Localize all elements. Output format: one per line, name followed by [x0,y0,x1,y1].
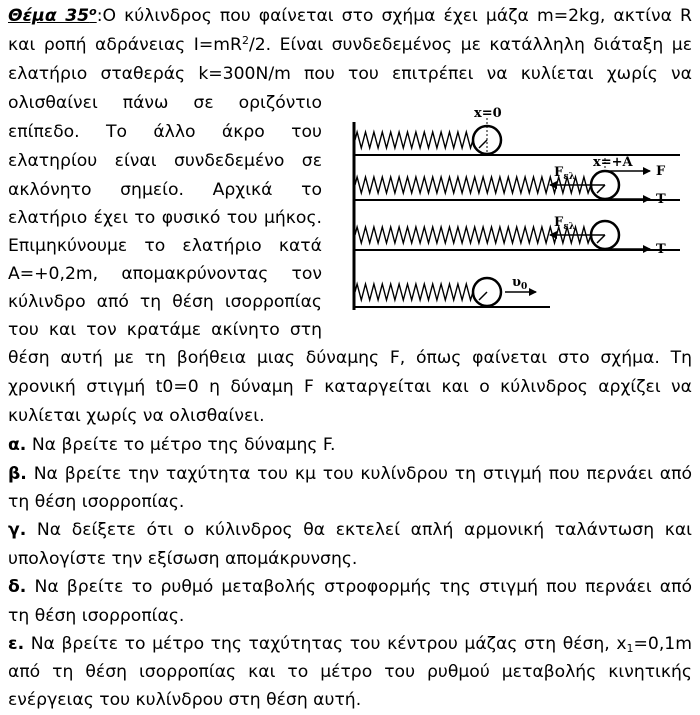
label-v0: $\upsilon_0$ [512,275,528,292]
label-Fel: $F_{\varepsilon\lambda}$ [554,165,576,182]
row-equilibrium [354,275,550,307]
question-b-cont: τη θέση ισορροπίας. [8,492,185,512]
label-xA: x=+A [593,155,633,170]
problem-line-1: Θέμα $35^o:O$ κύλινδρος που φαίνεται στο σχήμα έχει μάζα m=2kg, ακτίνα R [8,5,692,26]
row-released [354,215,680,257]
question-c-cont: υπολογίστε την εξίσωση απομάκρυνσης. [8,549,358,569]
question-d: δ. Να βρείτε το ρυθμό μεταβολής στροφορμής της στιγμή που περνάει από [8,577,692,597]
label-T: T [656,242,666,257]
problem-line-2: και ροπή αδράνειας $I=mR^2/2$. Είναι συνδεδεμένος με κατάλληλη διάταξη με [8,34,692,55]
wrapped-line: Α=+0,2m, απομακρύνοντας τον [8,264,322,284]
row-natural-length [354,106,680,185]
wrapped-line: ελατήριο έχει το φυσικό του μήκος. [8,208,322,228]
full-line: κυλίεται χωρίς να ολισθαίνει. [8,406,265,426]
spring-cylinder-figure [350,100,685,322]
wrapped-line: του και τον κρατάμε ακίνητο στη [8,320,322,340]
wrapped-line: Επιμηκύνουμε το ελατήριο κατά [8,236,322,256]
wrapped-line: ελατηρίου είναι συνδεδεμένο σε [8,151,322,171]
wrapped-line: επίπεδο. Το άλλο άκρο του [8,122,322,142]
question-c: γ. Να δείξετε ότι ο κύλινδρος θα εκτελεί απλή αρμονική ταλάντωση και [8,520,693,540]
question-e-cont: ενέργειας του κυλίνδρου στη θέση αυτή. [8,690,362,710]
question-b: β. Να βρείτε την ταχύτητα του κμ του κυλίνδρου τη στιγμή που περνάει από [8,464,692,484]
wrapped-line: κύλινδρο από τη θέση ισορροπίας [8,292,322,312]
question-d-cont: τη θέση ισορροπίας. [8,606,185,626]
problem-line-3: ελατήριο σταθεράς k=300N/m που του επιτρέπει να κυλίεται χωρίς να [8,64,692,84]
full-line: θέση αυτή με τη βοήθεια μιας δύναμης F, όπως φαίνεται στο σχήμα. Τη [8,348,692,368]
label-T: T [656,192,666,207]
wrapped-line: ολισθαίνει πάνω σε οριζόντιο [8,93,322,113]
wrapped-line: ακλόνητο σημείο. Αρχικά το [8,180,322,200]
question-e: ε. Να βρείτε το μέτρο της ταχύτητας του κέντρου μάζας στη θέση, $x_1=0,1m$ [8,634,692,655]
question-e-cont: από τη θέση ισορροπίας και το μέτρο του ρυθμού μεταβολής κινητικής [8,662,692,682]
label-Fel: $F_{\varepsilon\lambda}$ [554,215,576,232]
full-line: χρονική στιγμή t0=0 η δύναμη F καταργείται και ο κύλινδρος αρχίζει να [8,377,692,397]
spring [355,284,473,300]
label-x0: x=0 [474,106,502,121]
row-stretched-held [354,164,680,207]
question-a: α. Να βρείτε το μέτρο της δύναμης F. [8,435,336,455]
label-F: F [656,164,666,179]
problem-title: Θέμα $35^o$ [8,5,97,26]
spring [355,132,473,148]
problem-text-line-1: Ο κύλινδρος που φαίνεται στο σχήμα έχει μάζα m=2kg, ακτίνα R [102,6,692,26]
